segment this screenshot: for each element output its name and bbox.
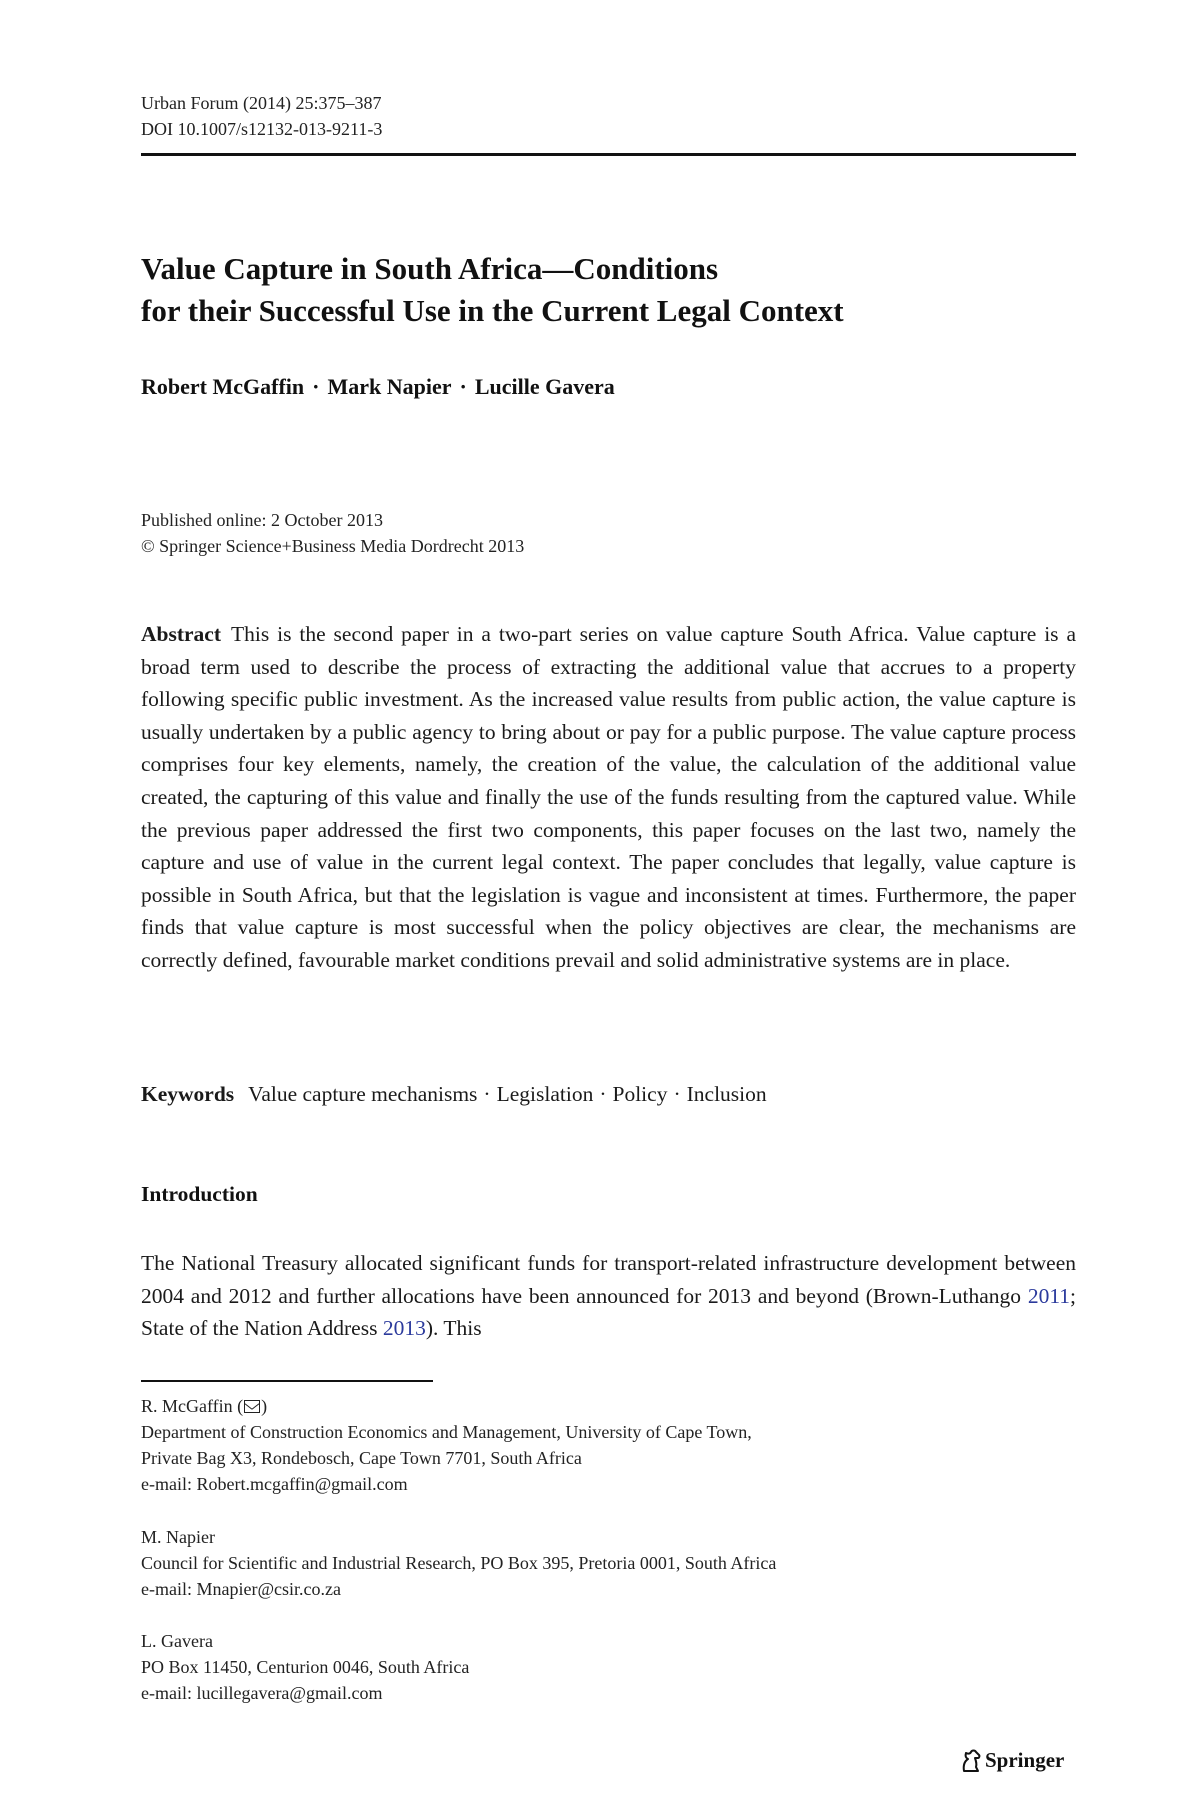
author-separator: · (312, 374, 320, 399)
abstract-label: Abstract (141, 622, 222, 646)
title-line-2: for their Successful Use in the Current Legal Context (141, 293, 844, 328)
journal-header (141, 90, 382, 142)
citation-link[interactable]: 2011 (1027, 1283, 1071, 1308)
author-name: Robert McGaffin (141, 374, 305, 399)
author-name: Lucille Gavera (474, 374, 615, 399)
affiliation-email[interactable]: e-mail: Mnapier@csir.co.za (141, 1579, 341, 1599)
mail-icon[interactable] (244, 1400, 260, 1413)
affiliation-author: M. Napier (141, 1527, 215, 1547)
published-online: Published online: 2 October 2013 (141, 510, 383, 530)
author-name: Mark Napier (327, 374, 452, 399)
publisher-logo (960, 1748, 1064, 1773)
affiliation-email[interactable]: e-mail: lucillegavera@gmail.com (141, 1683, 383, 1703)
author-separator: · (459, 374, 467, 399)
keyword: Value capture mechanisms (248, 1082, 478, 1106)
keyword: Legislation (496, 1082, 594, 1106)
intro-text: ; State of the Nation Address (141, 1283, 1076, 1341)
title-line-1: Value Capture in South Africa—Conditions (141, 251, 719, 286)
keyword-separator: · (599, 1082, 607, 1106)
affiliation-name-close: ) (261, 1396, 268, 1416)
citation-link[interactable]: 2013 (382, 1316, 426, 1341)
abstract (141, 618, 1076, 977)
article-title (141, 248, 1081, 332)
keywords-label: Keywords (141, 1082, 235, 1106)
affiliation-email[interactable]: e-mail: Robert.mcgaffin@gmail.com (141, 1474, 408, 1494)
affiliation-name: R. McGaffin ( (141, 1396, 244, 1416)
affiliation-line: Private Bag X3, Rondebosch, Cape Town 7701, South Africa (141, 1448, 582, 1468)
affiliation-line: Council for Scientific and Industrial Research, PO Box 395, Pretoria 0001, South Africa (141, 1553, 777, 1573)
introduction-paragraph (141, 1247, 1076, 1345)
affiliation-mcgaffin (141, 1393, 752, 1497)
doi: DOI 10.1007/s12132-013-9211-3 (141, 119, 383, 139)
affiliation-author (141, 1393, 752, 1419)
copyright: © Springer Science+Business Media Dordrecht 2013 (141, 536, 525, 556)
footnote-rule (141, 1380, 433, 1382)
intro-text: The National Treasury allocated significant funds for transport-related infrastructure development between 2004 and 2012 and further allocations have been announced for 2013 and beyond (Brown-Luthango (141, 1251, 1076, 1308)
publication-info (141, 507, 524, 559)
affiliation-author: L. Gavera (141, 1631, 213, 1651)
abstract-text: This is the second paper in a two-part series on value capture South Africa. Value capture is a broad term used to describe the process of extracting the additional value that accrues to a property following specific public investment. As the increased value results from public action, the value capture is usually undertaken by a public agency to bring about or pay for a public purpose. The value capture process comprises four key elements, namely, the creation of the value, the calculation of the additional value created, the capturing of this value and finally the use of the funds resulting from the captured value. While the previous paper addressed the first two components, this paper focuses on the last two, namely the capture and use of value in the current legal context. The paper concludes that legally, value capture is possible in South Africa, but that the legislation is vague and inconsistent at times. Furthermore, the paper finds that value capture is most successful when the policy objectives are clear, the mechanisms are correctly defined, favourable market conditions prevail and solid administrative systems are in place. (141, 622, 1076, 972)
keyword-separator: · (673, 1082, 681, 1106)
keyword: Policy (612, 1082, 668, 1106)
header-rule (141, 153, 1076, 156)
section-heading-introduction: Introduction (141, 1182, 258, 1206)
affiliation-gavera (141, 1628, 469, 1706)
intro-text: ). This (425, 1316, 482, 1341)
keyword: Inclusion (686, 1082, 767, 1106)
author-list (141, 374, 615, 400)
journal-citation: Urban Forum (2014) 25:375–387 (141, 93, 382, 113)
keywords (141, 1082, 767, 1107)
affiliation-line: PO Box 11450, Centurion 0046, South Africa (141, 1657, 470, 1677)
publisher-name: Springer (985, 1748, 1065, 1772)
affiliation-line: Department of Construction Economics and Management, University of Cape Town, (141, 1422, 752, 1442)
springer-horse-icon (960, 1749, 982, 1773)
keyword-separator: · (483, 1082, 491, 1106)
affiliation-napier (141, 1524, 776, 1602)
